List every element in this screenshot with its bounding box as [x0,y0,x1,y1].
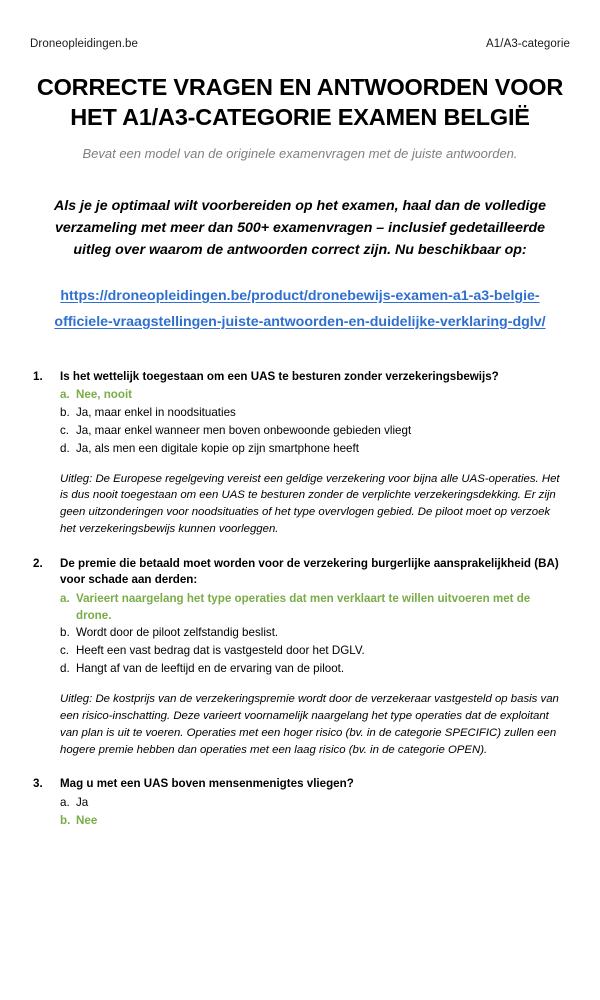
question-text: Mag u met een UAS boven mensenmenigtes vliegen? [60,777,354,791]
question-row [30,556,570,589]
spacer [30,758,570,776]
question-block [30,556,570,777]
question-number: 1. [33,369,43,383]
answer-text: Hangt af van de leeftijd en de ervaring van de piloot. [76,662,345,676]
header-site-name: Droneopleidingen.be [30,38,139,50]
answer-letter: a. [60,387,70,401]
answer-letter: d. [60,441,70,455]
product-link[interactable]: https://droneopleidingen.be/product/dronebewijs-examen-a1-a3-belgie-officiele-vraagstellingen-juiste-antwoorden-en-duidelijke-verklaring-dglv/ [54,287,546,330]
question-block [30,369,570,556]
answer-option[interactable] [30,405,570,422]
question-number: 3. [33,777,43,791]
question-text: Is het wettelijk toegestaan om een UAS te besturen zonder verzekeringsbewijs? [60,369,499,383]
answer-text: Varieert naargelang het type operaties dat men verklaart te willen uitvoeren met de drone. [76,591,531,622]
answer-letter: b. [60,405,70,419]
answer-letter: b. [60,813,71,827]
page-title: CORRECTE VRAGEN EN ANTWOORDEN VOOR HET A1/A3-CATEGORIE EXAMEN BELGIË [36,74,564,131]
header-category: A1/A3-categorie [486,38,570,50]
question-row [30,776,570,792]
question-explanation: Uitleg: De Europese regelgeving vereist een geldige verzekering voor bijna alle UAS-operaties. Het is dus nooit toegestaan om een UAS te besturen zonder de verplichte verzekeringsdekking. Er zijn geen uitzonderingen voor noodsituaties of het type overvlogen gebied. De piloot moet op verzoek het verzekeringsbewijs kunnen voorleggen. [60,472,560,535]
answer-option-correct[interactable] [30,813,570,830]
spacer [30,538,570,556]
answer-options [30,795,570,830]
answer-text: Nee [76,813,98,827]
answer-letter: c. [60,423,70,437]
spacer [30,830,570,842]
answer-option[interactable] [30,795,570,812]
question-number: 2. [33,556,43,570]
promo-link-container [48,283,552,335]
question-block [30,776,570,841]
answer-letter: d. [60,662,70,676]
answer-text: Nee, nooit [76,387,133,401]
answer-option[interactable] [30,625,570,642]
answer-letter: c. [60,644,70,658]
promo-text: Als je je optimaal wilt voorbereiden op het examen, haal dan de volledige verzameling met meer dan 500+ examenvragen – inclusief gedetailleerde uitleg over waarom de antwoorden correct zijn. Nu beschikbaar op: [54,197,546,258]
answer-letter: a. [60,795,70,809]
running-header [30,0,570,50]
answer-option[interactable] [30,643,570,660]
answer-option[interactable] [30,441,570,458]
answer-text: Ja [76,795,89,809]
answer-letter: b. [60,626,70,640]
answer-letter: a. [60,591,70,605]
answer-text: Ja, als men een digitale kopie op zijn smartphone heeft [76,441,359,455]
question-text: De premie die betaald moet worden voor de verzekering burgerlijke aansprakelijkheid (BA) voor schade aan derden: [60,556,559,587]
page-subtitle: Bevat een model van de originele examenvragen met de juiste antwoorden. [82,146,518,162]
answer-text: Wordt door de piloot zelfstandig beslist. [76,626,279,640]
answer-option[interactable] [30,423,570,440]
questions-list [30,369,570,842]
question-row [30,369,570,385]
answer-text: Ja, maar enkel wanneer men boven onbewoonde gebieden vliegt [76,423,412,437]
answer-options [30,387,570,458]
answer-option-correct[interactable] [30,591,570,625]
answer-option[interactable] [30,661,570,678]
answer-options [30,591,570,679]
question-explanation: Uitleg: De kostprijs van de verzekeringspremie wordt door de verzekeraar vastgesteld op basis van een risico-inschatting. Deze varieert voornamelijk naargelang het type operaties dat de exploitant van plan is uit te voeren. Operaties met een hoger risico (bv. in de categorie SPECIFIC) zullen een hogere premie hebben dan operaties met een laag risico (bv. in de categorie OPEN). [60,693,559,756]
answer-text: Heeft een vast bedrag dat is vastgesteld door het DGLV. [76,644,365,658]
answer-option-correct[interactable] [30,387,570,404]
answer-text: Ja, maar enkel in noodsituaties [76,405,236,419]
